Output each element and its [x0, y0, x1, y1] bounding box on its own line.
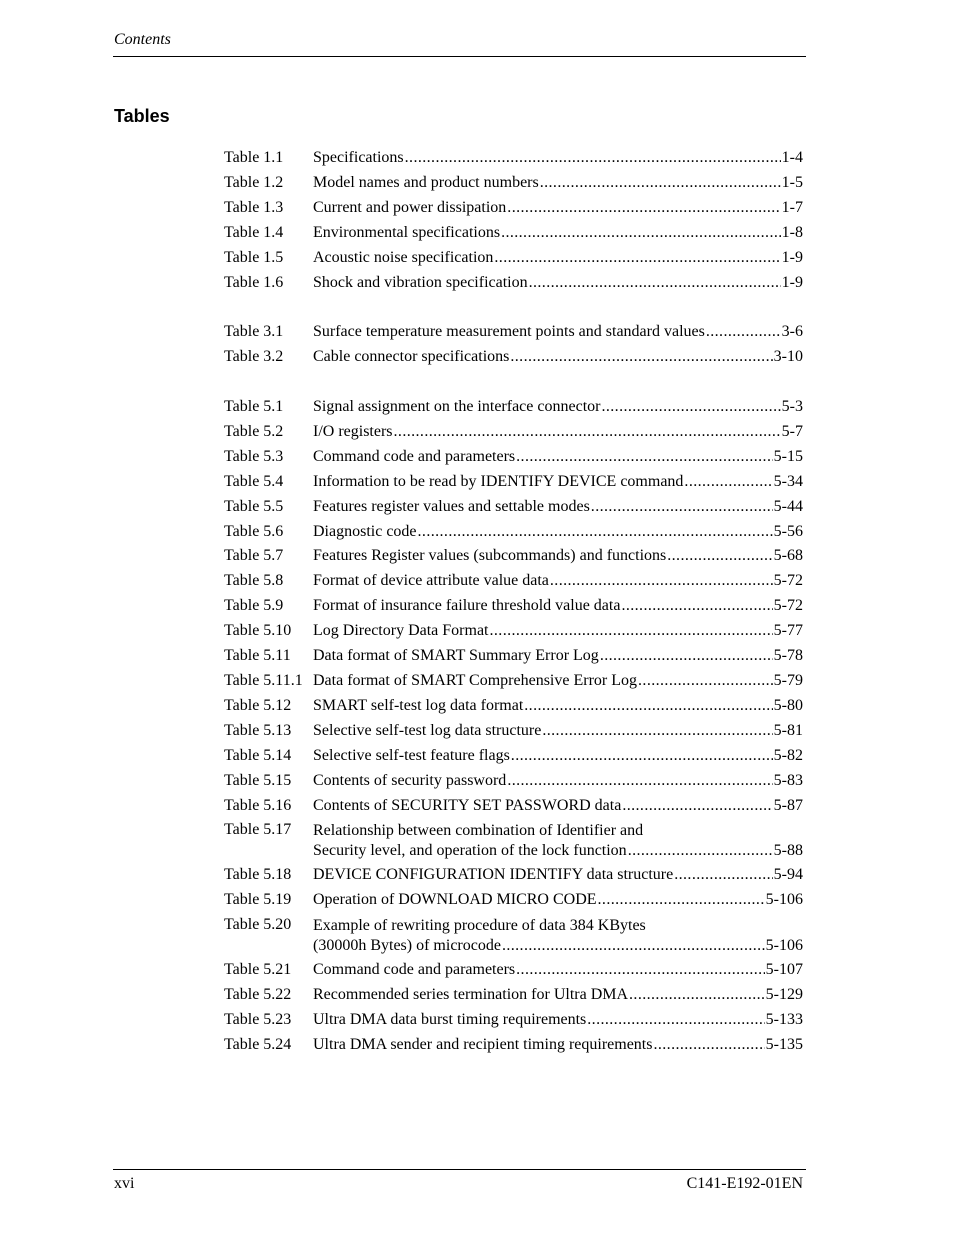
table-title: Ultra DMA data burst timing requirements	[313, 1010, 587, 1028]
page-ref: 5-133	[765, 1010, 803, 1028]
table-number: Table 5.3	[224, 447, 284, 465]
page-ref: 5-106	[765, 891, 803, 909]
dot-leader	[507, 196, 780, 221]
table-number: Table 5.14	[224, 746, 292, 764]
page-ref: 5-72	[773, 597, 803, 615]
page-ref: 5-83	[773, 771, 803, 789]
page-ref: 5-129	[765, 985, 803, 1003]
toc-entry[interactable]	[224, 345, 803, 370]
table-number: Table 5.1	[224, 398, 284, 416]
footer-rule	[113, 1169, 806, 1170]
table-title: Contents of SECURITY SET PASSWORD data	[313, 796, 622, 814]
toc-entry[interactable]	[224, 271, 803, 296]
table-title: I/O registers	[313, 422, 393, 440]
table-number: Table 1.6	[224, 273, 284, 291]
toc-entry[interactable]	[224, 958, 803, 983]
table-number: Table 5.23	[224, 1010, 292, 1028]
toc-entry[interactable]	[224, 146, 803, 171]
table-number: Table 5.9	[224, 597, 284, 615]
toc-entry[interactable]	[224, 594, 803, 619]
dot-leader	[501, 221, 781, 246]
table-title: Command code and parameters	[313, 961, 516, 978]
dot-leader	[628, 841, 773, 861]
dot-leader	[511, 744, 773, 769]
dot-leader	[529, 271, 781, 296]
dot-leader	[638, 669, 773, 694]
table-title: Environmental specifications	[313, 223, 501, 241]
toc-entry[interactable]	[224, 171, 803, 196]
table-number: Table 1.1	[224, 149, 284, 166]
dot-leader	[601, 395, 780, 420]
dot-leader	[494, 246, 780, 271]
page-ref: 5-80	[773, 696, 803, 714]
table-title: Operation of DOWNLOAD MICRO CODE	[313, 891, 597, 909]
table-title: Current and power dissipation	[313, 198, 507, 216]
table-title: (30000h Bytes) of microcode	[313, 936, 501, 954]
table-number: Table 5.2	[224, 422, 284, 440]
page-ref: 1-7	[781, 198, 803, 216]
page-ref: 1-5	[781, 173, 803, 191]
dot-leader	[598, 888, 765, 913]
table-title: SMART self-test log data format	[313, 696, 524, 714]
dot-leader	[706, 320, 781, 345]
page-ref: 5-79	[773, 672, 803, 689]
table-number: Table 3.1	[224, 323, 284, 341]
table-title: Data format of SMART Comprehensive Error Log	[313, 672, 638, 689]
toc-group	[224, 146, 803, 295]
table-title: Selective self-test log data structure	[313, 721, 542, 739]
table-number: Table 5.5	[224, 497, 284, 515]
table-number: Table 5.11	[224, 647, 291, 665]
toc-entry[interactable]	[224, 818, 803, 863]
dot-leader	[418, 520, 773, 545]
table-title: Acoustic noise specification	[313, 248, 494, 266]
running-header: Contents	[114, 31, 171, 48]
page-ref: 3-6	[781, 323, 803, 341]
page-ref: 5-107	[765, 961, 803, 978]
page-ref: 5-106	[765, 936, 803, 954]
section-heading: Tables	[114, 106, 170, 126]
table-number: Table 1.4	[224, 223, 284, 241]
table-title: Format of device attribute value data	[313, 572, 549, 590]
toc-entry[interactable]	[224, 744, 803, 769]
table-number: Table 5.16	[224, 796, 292, 814]
table-number: Table 5.24	[224, 1035, 292, 1053]
toc-entry[interactable]	[224, 544, 803, 569]
toc-entry[interactable]	[224, 794, 803, 819]
table-number: Table 5.21	[224, 961, 292, 978]
table-number: Table 5.22	[224, 985, 292, 1003]
table-number: Table 5.6	[224, 522, 284, 540]
page-ref: 1-8	[781, 223, 803, 241]
toc-entry[interactable]	[224, 569, 803, 594]
table-title: Specifications	[313, 149, 404, 166]
table-number: Table 5.7	[224, 547, 284, 565]
table-title: Command code and parameters	[313, 447, 516, 465]
page-ref: 5-135	[765, 1035, 803, 1053]
table-title: Shock and vibration specification	[313, 273, 528, 291]
toc-entry[interactable]	[224, 196, 803, 221]
dot-leader	[540, 171, 781, 196]
table-title: Selective self-test feature flags	[313, 746, 510, 764]
page-ref: 3-10	[773, 348, 803, 366]
table-title: Ultra DMA sender and recipient timing requirements	[313, 1035, 653, 1053]
dot-leader	[621, 594, 772, 619]
toc-entry[interactable]	[224, 320, 803, 345]
table-number: Table 3.2	[224, 348, 284, 366]
page-number: xvi	[114, 1175, 135, 1192]
table-number: Table 1.5	[224, 248, 284, 266]
page-ref: 5-78	[773, 647, 803, 665]
toc-entry[interactable]	[224, 644, 803, 669]
table-title: Cable connector specifications	[313, 348, 510, 366]
toc-entry[interactable]	[224, 495, 803, 520]
dot-leader	[600, 644, 773, 669]
table-title: Information to be read by IDENTIFY DEVICE command	[313, 472, 684, 490]
dot-leader	[394, 420, 781, 445]
page-ref: 1-9	[781, 248, 803, 266]
page-ref: 5-7	[781, 422, 803, 440]
dot-leader	[629, 983, 765, 1008]
page-ref: 5-68	[773, 547, 803, 565]
dot-leader	[587, 1008, 764, 1033]
toc-entry[interactable]	[224, 669, 803, 694]
table-title: Model names and product numbers	[313, 173, 539, 191]
table-title: Features register values and settable modes	[313, 497, 590, 515]
page-ref: 5-34	[773, 472, 803, 490]
table-title-line1: Example of rewriting procedure of data 384 KBytes	[313, 916, 646, 934]
toc-entry[interactable]	[224, 694, 803, 719]
toc-entry[interactable]	[224, 769, 803, 794]
dot-leader	[516, 958, 765, 983]
toc-entry[interactable]	[224, 863, 803, 888]
toc-entry[interactable]	[224, 888, 803, 913]
table-title: Signal assignment on the interface connector	[313, 398, 601, 416]
table-number: Table 5.11.1	[224, 672, 303, 689]
table-title: Recommended series termination for Ultra DMA	[313, 985, 629, 1003]
dot-leader	[405, 146, 781, 171]
table-number: Table 5.18	[224, 866, 292, 884]
dot-leader	[591, 495, 773, 520]
page-ref: 5-87	[773, 796, 803, 814]
toc-entry[interactable]	[224, 445, 803, 470]
page-ref: 5-77	[773, 622, 803, 640]
dot-leader	[490, 619, 773, 644]
toc-entry[interactable]	[224, 719, 803, 744]
table-number: Table 5.17	[224, 821, 292, 839]
table-title-line1: Relationship between combination of Identifier and	[313, 821, 644, 839]
table-title: Log Directory Data Format	[313, 622, 489, 640]
table-number: Table 5.10	[224, 622, 292, 640]
table-title: Format of insurance failure threshold value data	[313, 597, 621, 615]
dot-leader	[507, 769, 772, 794]
table-number: Table 5.15	[224, 771, 292, 789]
toc-entry[interactable]	[224, 470, 803, 495]
toc-entry[interactable]	[224, 619, 803, 644]
page-ref: 5-44	[773, 497, 803, 515]
table-number: Table 5.13	[224, 721, 292, 739]
page-ref: 5-88	[773, 841, 803, 859]
toc-group	[224, 320, 803, 370]
toc-entry[interactable]	[224, 1008, 803, 1033]
document-id: C141-E192-01EN	[686, 1175, 803, 1192]
table-title: Features Register values (subcommands) and functions	[313, 547, 667, 565]
table-title: DEVICE CONFIGURATION IDENTIFY data structure	[313, 866, 674, 884]
page-ref: 5-15	[773, 447, 803, 465]
dot-leader	[653, 1033, 764, 1058]
header-rule	[113, 56, 806, 57]
table-title: Diagnostic code	[313, 522, 417, 540]
table-number: Table 5.8	[224, 572, 284, 590]
toc-entry[interactable]	[224, 983, 803, 1008]
table-number: Table 1.3	[224, 198, 284, 216]
table-number: Table 5.4	[224, 472, 284, 490]
dot-leader	[542, 719, 772, 744]
dot-leader	[524, 694, 772, 719]
dot-leader	[550, 569, 773, 594]
dot-leader	[684, 470, 772, 495]
toc-entry[interactable]	[224, 420, 803, 445]
table-number: Table 5.12	[224, 696, 292, 714]
toc-group	[224, 395, 803, 1058]
table-title: Data format of SMART Summary Error Log	[313, 647, 599, 665]
page-ref: 5-56	[773, 522, 803, 540]
table-title: Surface temperature measurement points and standard values	[313, 323, 705, 341]
page-ref: 5-81	[773, 721, 803, 739]
dot-leader	[516, 445, 773, 470]
toc-entry[interactable]	[224, 221, 803, 246]
dot-leader	[510, 345, 772, 370]
toc-entry[interactable]	[224, 913, 803, 958]
table-title: Security level, and operation of the lock function	[313, 841, 627, 859]
table-number: Table 5.19	[224, 891, 292, 909]
dot-leader	[502, 936, 765, 956]
page-ref: 5-82	[773, 746, 803, 764]
toc-entry[interactable]	[224, 520, 803, 545]
table-number: Table 1.2	[224, 173, 284, 191]
tables-list	[224, 146, 803, 1083]
page-ref: 5-94	[773, 866, 803, 884]
page-ref: 5-72	[773, 572, 803, 590]
table-title: Contents of security password	[313, 771, 507, 789]
toc-entry[interactable]	[224, 1033, 803, 1058]
dot-leader	[622, 794, 772, 819]
page-ref: 5-3	[781, 398, 803, 416]
dot-leader	[667, 544, 772, 569]
toc-entry[interactable]	[224, 246, 803, 271]
page-ref: 1-9	[781, 273, 803, 291]
page-ref: 1-4	[781, 149, 803, 166]
table-number: Table 5.20	[224, 916, 292, 934]
toc-entry[interactable]	[224, 395, 803, 420]
dot-leader	[674, 863, 772, 888]
